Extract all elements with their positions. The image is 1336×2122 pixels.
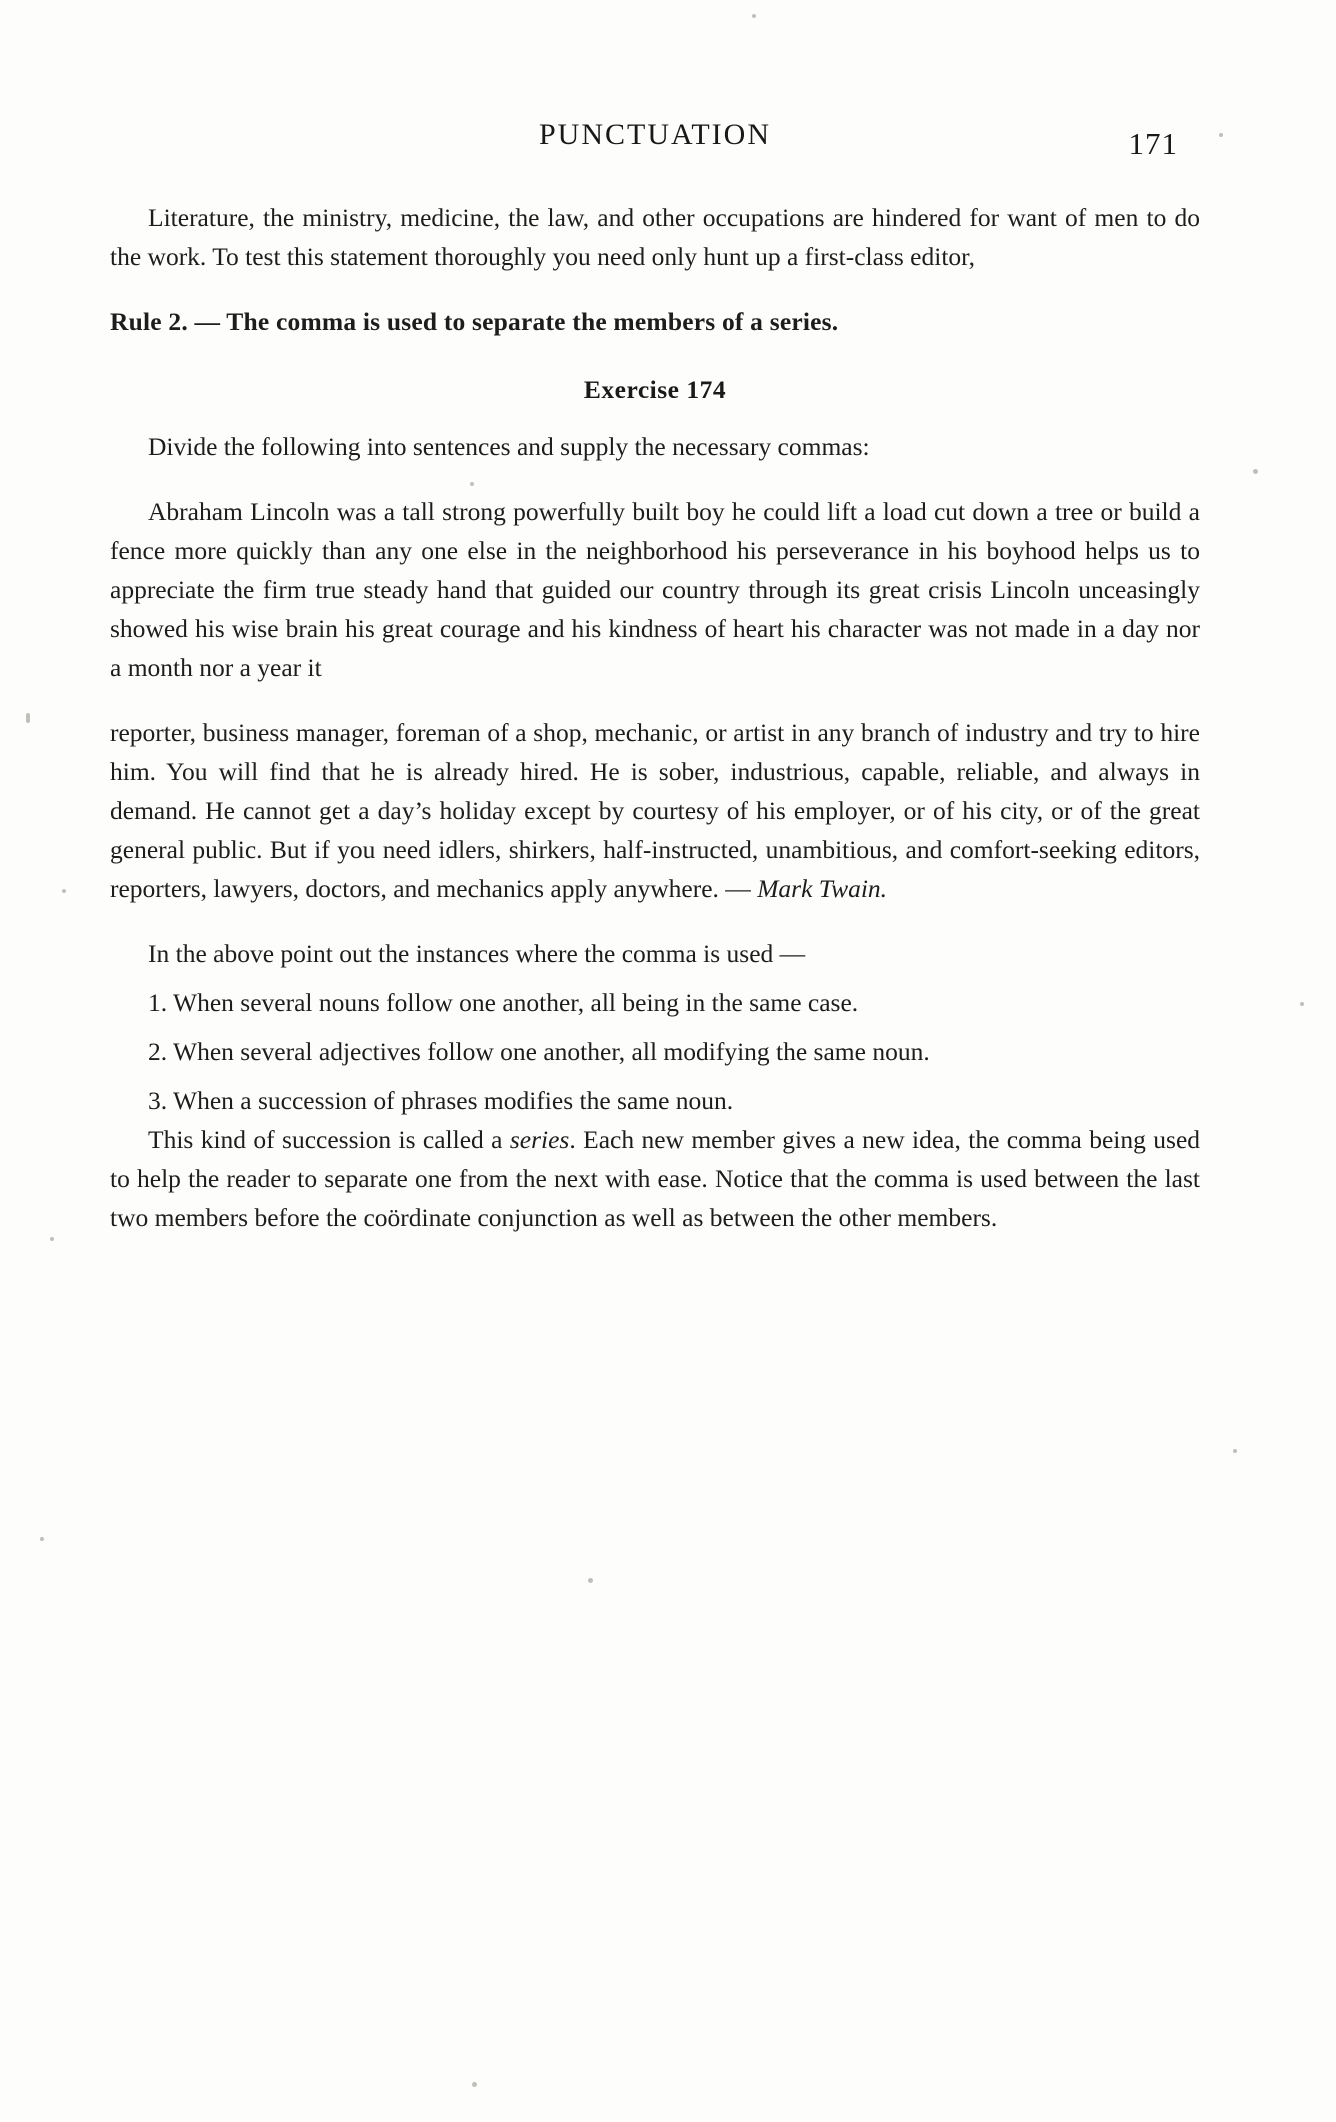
scan-speck bbox=[50, 1237, 54, 1241]
exercise-instruction: Divide the following into sentences and supply the necessary commas: bbox=[148, 432, 870, 461]
twain-passage bbox=[110, 713, 1200, 908]
numbered-list bbox=[110, 983, 1200, 1120]
rule-label: Rule 2. — bbox=[110, 307, 227, 336]
scan-speck bbox=[1219, 133, 1223, 137]
list-item: 3. When a succession of phrases modifies the same noun. bbox=[148, 1086, 734, 1115]
twain-passage-text: reporter, business manager, foreman of a shop, mechanic, or artist in any branch of industry and try to hire him. You will find that he is already hired. He is sober, industrious, capable, reliable, and always in demand. He cannot get a day’s holiday except by courtesy of his employer, or of his city, or of the great general public. But if you need idlers, shirkers, half-instructed, unambitious, and comfort-seeking editors, reporters, lawyers, doctors, and mechanics apply anywhere. — bbox=[110, 718, 1200, 903]
twain-attribution: Mark Twain. bbox=[757, 874, 888, 903]
scan-speck bbox=[1300, 1002, 1304, 1006]
scan-speck bbox=[588, 1578, 593, 1583]
lincoln-passage: Abraham Lincoln was a tall strong powerfully built boy he could lift a load cut down a tree or build a fence more quickly than any one else in the neighborhood his perseverance in his boyhood helps us to appreciate the firm true steady hand that guided our country through its great crisis Lincoln unceasingly showed his wise brain his great courage and his kindness of heart his character was not made in a day nor a month nor a year it bbox=[110, 497, 1200, 682]
scan-speck bbox=[62, 889, 66, 893]
series-text-after: . Each new member gives a new idea, the comma being used to help the reader to separate one from the next with ease. Notice that the comma is used between the last two members before the coördinate conjunction as well as between the other members. bbox=[110, 1125, 1201, 1232]
series-term: series bbox=[509, 1125, 570, 1154]
catchword-paragraph: Literature, the ministry, medicine, the law, and other occupations are hindered for want of men to do the work. To test this statement thoroughly you need only hunt up a first-class editor, bbox=[110, 203, 1200, 271]
scan-speck bbox=[472, 2082, 477, 2087]
scan-speck bbox=[1233, 1449, 1237, 1453]
list-item: 1. When several nouns follow one another, all being in the same case. bbox=[148, 988, 859, 1017]
rule-text: The comma is used to separate the members of a series. bbox=[226, 307, 839, 336]
page-title: PUNCTUATION bbox=[539, 118, 771, 151]
page-number: 171 bbox=[1128, 126, 1178, 161]
series-paragraph bbox=[110, 1120, 1200, 1237]
point-out-paragraph: In the above point out the instances where the comma is used — bbox=[148, 939, 806, 968]
series-text-before: This kind of succession is called a bbox=[148, 1125, 510, 1154]
page-content bbox=[110, 118, 1200, 1237]
rule-paragraph bbox=[110, 302, 1200, 341]
scan-speck bbox=[40, 1537, 44, 1541]
list-item: 2. When several adjectives follow one another, all modifying the same noun. bbox=[148, 1037, 930, 1066]
scan-speck bbox=[752, 14, 756, 18]
exercise-heading: Exercise 174 bbox=[583, 375, 727, 404]
scan-speck bbox=[1253, 469, 1258, 474]
running-head bbox=[110, 118, 1200, 164]
scan-speck bbox=[26, 713, 30, 723]
